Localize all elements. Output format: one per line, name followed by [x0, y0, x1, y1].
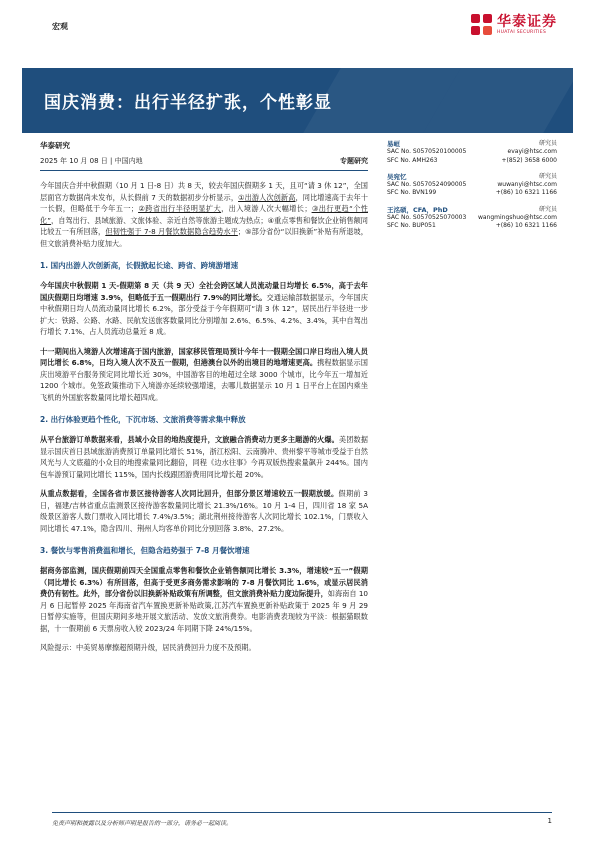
main-column [40, 140, 368, 653]
section-heading-3: 3. 餐饮与零售消费温和增长，但隐含趋势强于 7-8 月餐饮增速 [40, 546, 250, 555]
analyst-name: 王洺硕，CFA，PhD [387, 205, 448, 214]
logo-name-en: HUATAI SECURITIES [497, 30, 547, 35]
analyst-email[interactable]: wuwanyi@htsc.com [497, 181, 557, 189]
report-date: 2025 年 10 月 08 日 | 中国内地 [40, 157, 143, 165]
analyst-role: 研究员 [538, 140, 557, 147]
analyst-sfc: SFC No. BVN199 [387, 189, 437, 197]
report-type: 专题研究 [340, 157, 368, 165]
paragraph: 据商务部监测，国庆假期前四天全国重点零售和餐饮企业销售额同比增长 3.3%，增速较“五一”假期（同比增长 6.3%）有所回落，但高于受更多商务需求影响的 7-8 月餐饮同比 1.6%，或显示居民消费仍有韧性。此外，部分省份以旧换新补贴政策有所调整，但文旅消费补贴力度边际提升，如海南自 10 月 6 日起暂停 2025 年海南省汽车置换更新补贴政策,江苏汽车置换更新补贴政策于 2025 年 9 月 29 日暂停实施等，但国庆期间多地开展文旅活动、发放文旅消费券。电影消费表现较为平淡：根据猫眼数据，十一假期前 6 天票房收入较 2023/24 年同期下降 24%/15%。 [40, 566, 368, 633]
analyst-card [387, 173, 557, 198]
analyst-role: 研究员 [538, 205, 557, 213]
footer-disclaimer: 免责声明和披露以及分析师声明是报告的一部分，请务必一起阅读。 [52, 812, 552, 827]
paragraph: 从重点数据看，全国各省市景区接待游客人次同比回升，但部分景区增速较五一假期放缓。假期前 3 日，福建/吉林省重点监测景区接待游客数量同比增长 21.3%/16%。10 月 1-4 日，四川省 18 家 5A 级景区游客人数门票收入同比增长 7.4%/3.5%；湖北荆州接待游客人次同比增长 102.1%，门票收入同比增长 47.1%，隐含四川、荆州人均客单价同比分别回落 3.8%、27.2%。 [40, 489, 369, 533]
paragraph: 今年国庆中秋假期 1 天-假期第 8 天（共 9 天）全社会跨区域人员流动量日均增长 6.5%，高于去年国庆假期日均增速 3.9%，但略低于五一假期出行 7.9%的同比增长。交通运输部数据显示，今年国庆中秋假期日均人员流动量同比增长 6.2%，部分受益于今年假期可“请 3 休 12”，居民出行半径进一步扩大：铁路、公路、水路、民航发送旅客数量同比分别增加 2.6%、6.5%、4.2%、3.4%，其中自驾出行增长 7.1%、占人员流动总量近 8 成。 [40, 281, 368, 336]
analyst-column [387, 140, 557, 239]
page-number: 1 [547, 817, 552, 825]
analyst-name: 易峘 [387, 140, 400, 148]
analyst-card [387, 206, 557, 231]
analyst-phone: +(86) 10 6321 1166 [495, 189, 557, 197]
company-logo [471, 14, 557, 36]
analyst-sac: SAC No. S0570524090005 [387, 181, 467, 189]
logo-name-cn: 华泰证券 [497, 14, 557, 30]
analyst-sac: SAC No. S0570520100005 [387, 148, 467, 156]
meta-line [40, 156, 368, 171]
org-name: 华泰研究 [40, 141, 70, 150]
analyst-sfc: SFC No. BUP051 [387, 222, 436, 230]
analyst-email[interactable]: evayi@htsc.com [507, 148, 557, 156]
analyst-sfc: SFC No. AMH263 [387, 156, 438, 164]
analyst-name: 吴宛忆 [387, 172, 407, 181]
section-label: 宏观 [52, 22, 68, 31]
logo-mark-icon [471, 14, 493, 36]
analyst-role: 研究员 [538, 172, 557, 180]
analyst-card [387, 140, 557, 165]
analyst-sac: SAC No. S0570525070003 [387, 214, 467, 222]
section-heading-2: 2. 出行体验更趋个性化，下沉市场、文旅消费等需求集中释放 [40, 415, 246, 424]
paragraph: 十一期间出入境游人次增速高于国内旅游，国家移民管理局预计今年十一假期全国口岸日均出入境人员同比增长 6.8%，日均入境人次不及五一假期，但港澳台以外的出境目的地增速更高。携程数据显示国庆出境游平台服务预定同比增长近 30%，中国游客目的地超过全球 3000 个城市，比今年五一增加近 1200 个城市。免签政策推动下入境游亦延续较强增速，去哪儿数据显示 10 月 1 日平台上在国内乘坐飞机的外国旅客数量同比增长超四成。 [40, 346, 368, 402]
section-heading-1: 1. 国内出游人次创新高，长假掀起长途、跨省、跨境游增速 [40, 261, 239, 270]
report-title: 国庆消费：出行半径扩张，个性彰显 [44, 93, 332, 113]
paragraph: 从平台旅游订单数据来看，县域小众目的地热度提升，文旅融合消费动力更多主题游的火爆。美团数据显示国庆首日县域旅游消费预订单量同比增长 51%，浙江松阳、云南腾冲、贵州黎平等城市受益于自然风光与人文底蕴的小众目的地搜索量同比翻倍，同程《边水往事》今再双版热搜索量飙升 244%。国内包车游预订量同比增长 115%，国内长线跟团游费用同比增长超 20%。 [40, 435, 368, 479]
analyst-email[interactable]: wangmingshuo@htsc.com [477, 214, 557, 222]
summary-paragraph: 今年国庆合并中秋假期（10 月 1 日-8 日）共 8 天，较去年国庆假期多 1 天，且可“请 3 休 12”，全国层面官方数据尚未发布，从长假前 7 天的数据初步分析显示，①出游人次创新高，同比增速高于去年十一长假，但略低于今年五一；②跨省出行半径明显扩大，出入境游人次大幅增长；③出行更趋“个性化”，自驾出行、县域旅游、文旅体验、亲近自然等旅游主题成为热点；④重点零售和餐饮企业销售额同比较五一有所回落，但韧性强于 7-8 月餐饮数据隐含趋势水平；⑤部分省份“以旧换新”补贴有所退坡，但文旅消费补贴力度加大。 [40, 181, 368, 248]
risk-warning: 风险提示：中美贸易摩擦超预期升级，居民消费回升力度不及预期。 [40, 643, 256, 652]
analyst-phone: +(86) 10 6321 1166 [495, 222, 557, 230]
analyst-phone: +(852) 3658 6000 [501, 156, 557, 164]
title-banner [22, 68, 573, 133]
